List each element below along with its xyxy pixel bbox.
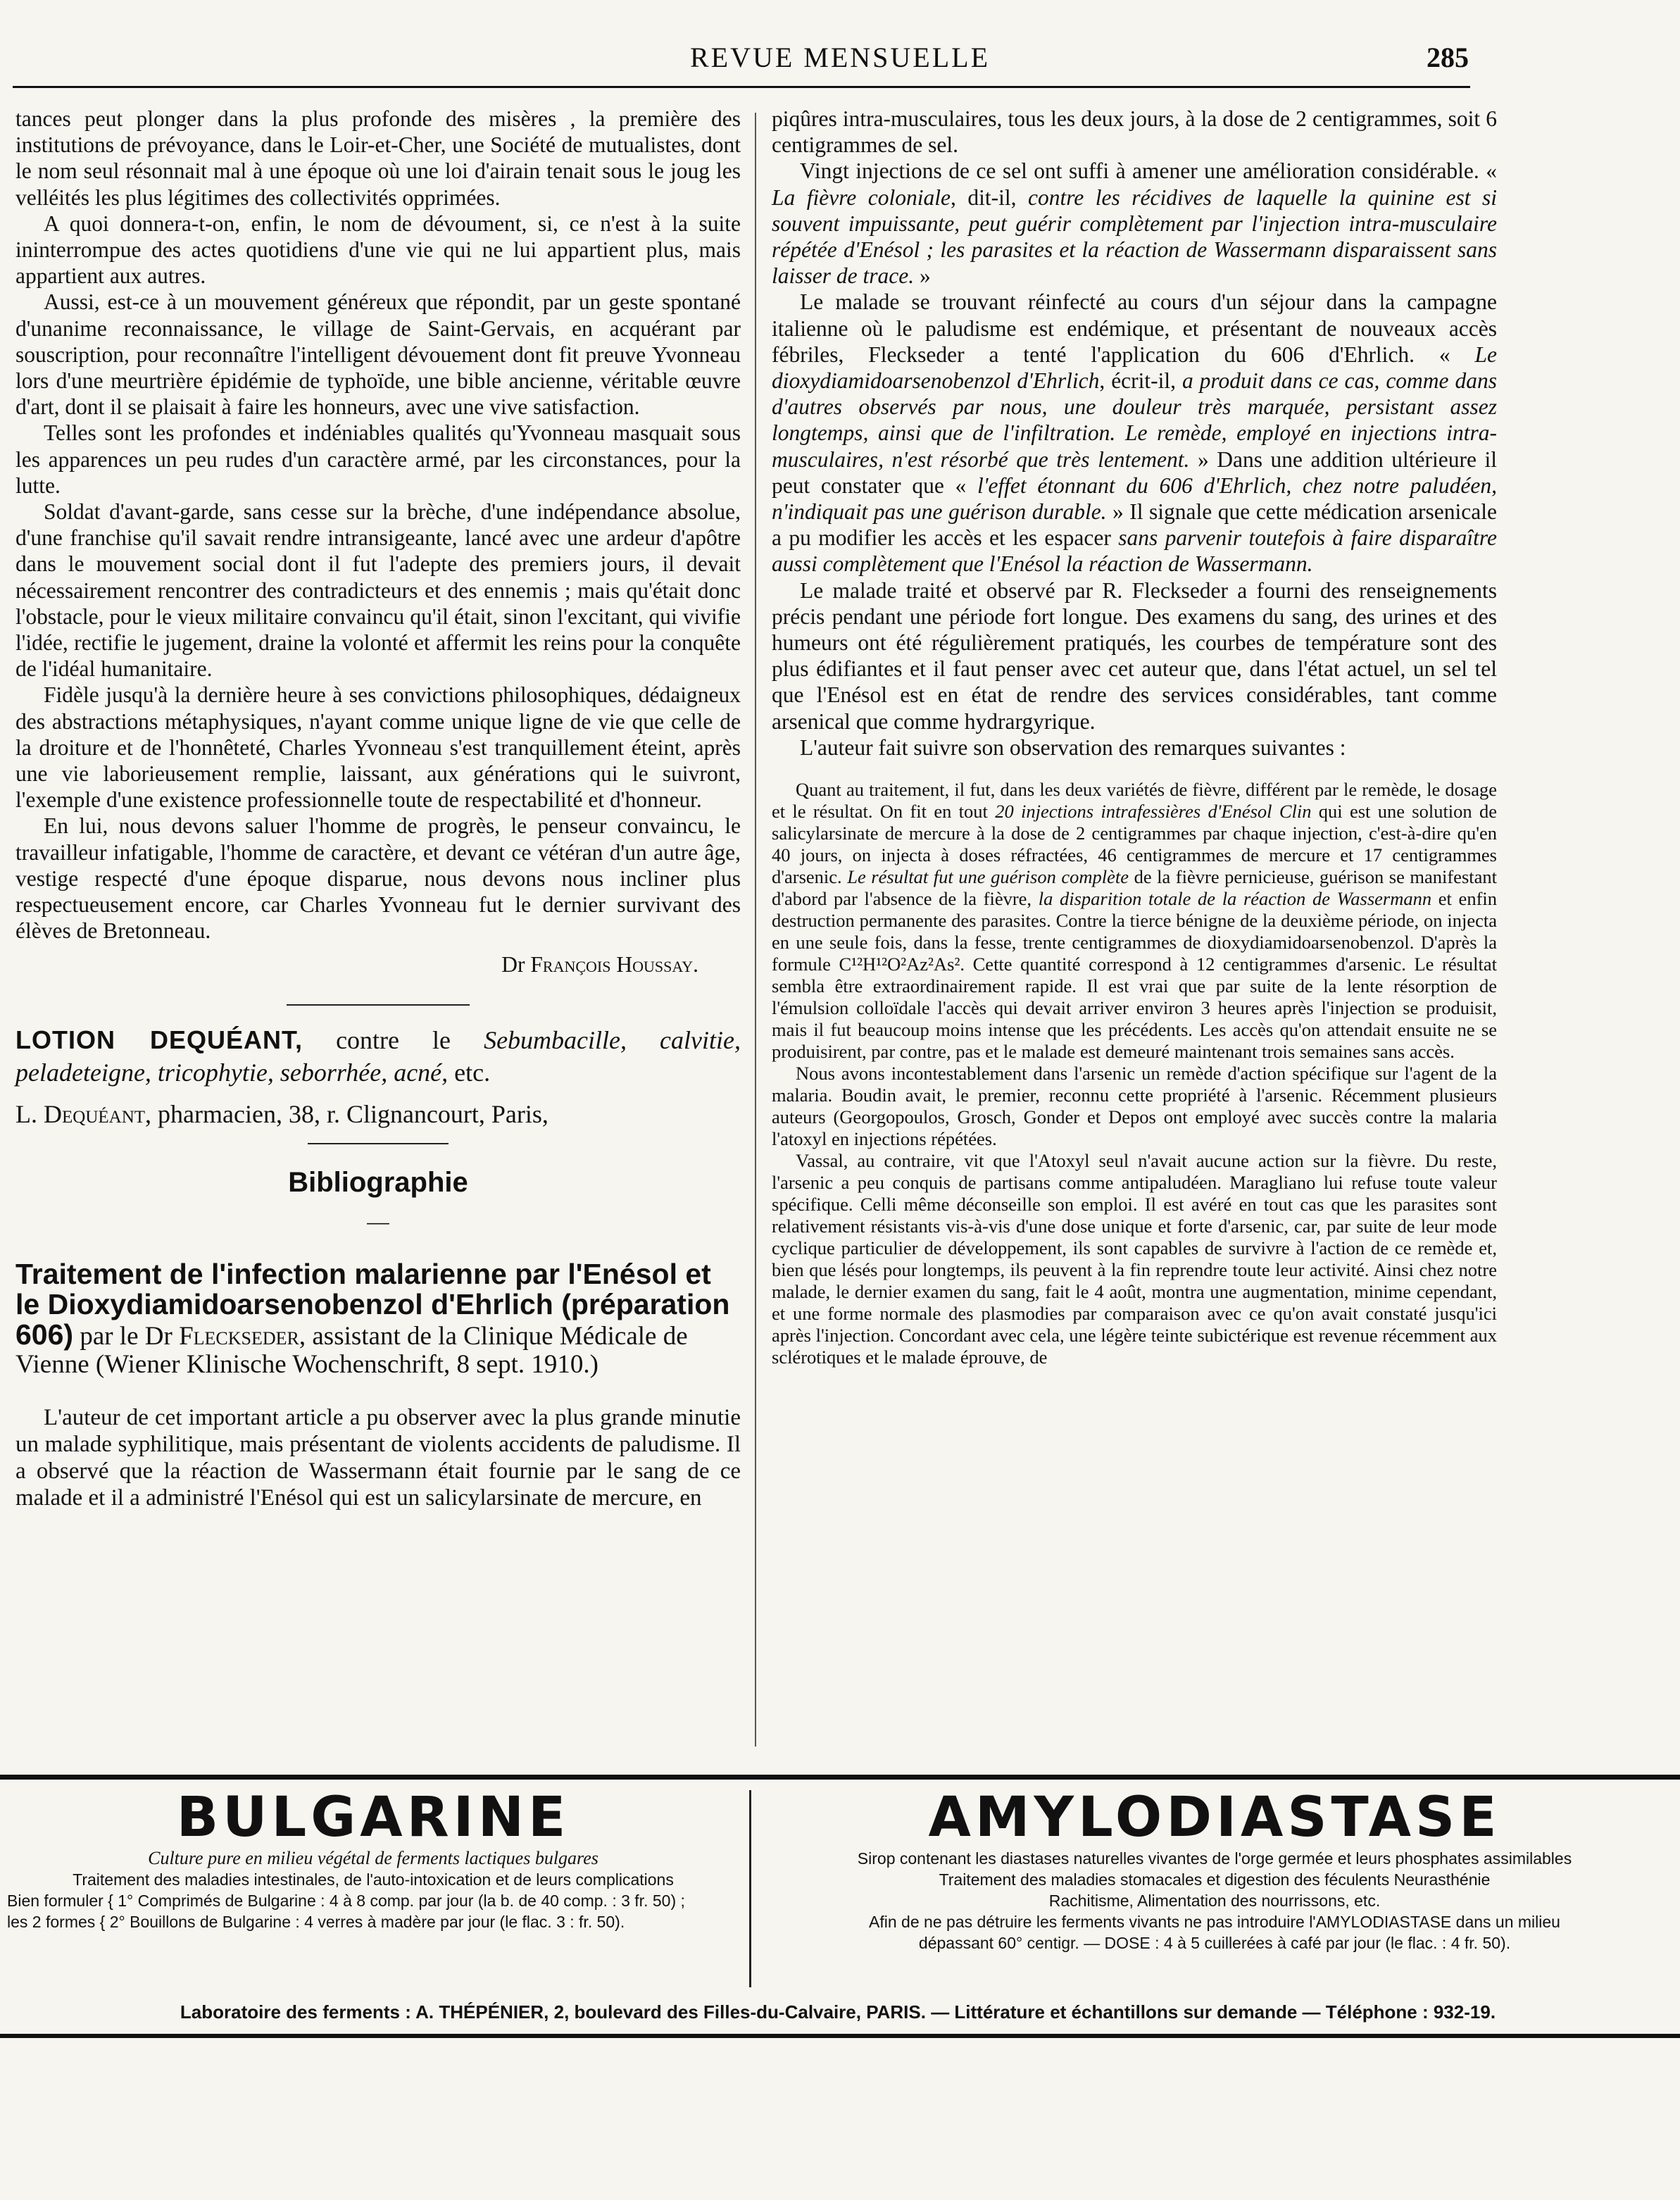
quote-run: l'effet étonnant du 606 d'Ehrlich, chez notre paludéen, n'indiquait pas une guérison durable. bbox=[772, 473, 1497, 525]
paragraph: Soldat d'avant-garde, sans cesse sur la brèche, d'une indépendance absolue, d'une franchise qu'il savait rendre intransigeante, lancé avec une ardeur d'apôtre dans le mouvement social dont il fut l'adepte des premiers jours, il devait nécessairement rencontrer des contradicteurs et des ennemis ; mais qu'était donc l'obstacle, pour le vieux militaire convaincu qu'il était, sinon l'excitant, qui vivifie l'idée, rectifie le jugement, draine la volonté et affermit les reins pour la conquête de l'idéal humanitaire. bbox=[15, 499, 741, 682]
amylodiastase-line: Sirop contenant les diastases naturelles vivantes de l'orge germée et leurs phosphates assimilables bbox=[857, 1849, 1572, 1868]
quote-run: sans parvenir toutefois à faire disparaître aussi complètement que l'Enésol la réaction de Wassermann. bbox=[772, 525, 1497, 577]
ad-rule-bottom bbox=[0, 2034, 1680, 2038]
paragraph bbox=[772, 779, 1497, 1063]
lotion-address bbox=[15, 1101, 741, 1127]
quote-run: Le résultat fut une guérison complète bbox=[847, 866, 1129, 888]
paragraph: Aussi, est-ce à un mouvement généreux que répondit, par un geste spontané d'unanime reconnaissance, le village de Saint-Gervais, en acquérant par souscription, pour reconnaître l'intelligent dévouement dont fit preuve Yvonneau lors d'une meurtrière épidémie de typhoïde, une bible ancienne, véritable œuvre d'art, dont il se plaisait à faire les honneurs, avec une vive satisfaction. bbox=[15, 289, 741, 420]
text-run: qui est une solution de salicylarsinate de mercure à la dose de 2 centigrammes par chaque injection, c'est-à-dire qu'en 40 jours, on injecta à doses réfractées, 46 centigrammes de mercure et 17 centigrammes d'arsenic. bbox=[772, 801, 1497, 888]
lotion-conditions: Sebumbacille, calvitie, peladeteigne, tricophytie, seborrhée, acné, bbox=[15, 1025, 741, 1087]
bibliography-entry-title: Traitement de l'infection malarienne par l'Enésol et le Dioxydiamidoarsenobenzol d'Ehrlich (préparation 606) bbox=[15, 1258, 730, 1351]
paragraph: Telles sont les profondes et indéniables qualités qu'Yvonneau masquait sous les apparences un peu rudes d'un caractère armé, par les circonstances, pour la lutte. bbox=[15, 420, 741, 498]
header-rule bbox=[13, 86, 1470, 88]
amylodiastase-line: dépassant 60° centigr. — DOSE : 4 à 5 cuillerées à café par jour (le flac. : 4 fr. 50). bbox=[918, 1934, 1511, 1952]
paragraph: A quoi donnera-t-on, enfin, le nom de dévoument, si, ce n'est à la suite ininterrompue des actes quotidiens d'une vie qui ne lui appartient plus, mais appartient aux autres. bbox=[15, 211, 741, 289]
amylodiastase-brand: AMYLODIASTASE bbox=[928, 1786, 1501, 1849]
bulgarine-brand: BULGARINE bbox=[176, 1786, 570, 1849]
lotion-address-prefix: L. bbox=[15, 1099, 44, 1128]
paragraph: Fidèle jusqu'à la dernière heure à ses convictions philosophiques, dédaigneux des abstractions métaphysiques, n'ayant comme unique ligne de vie que celle de la droiture et de l'honnêteté, Charles Yvonneau s'est tranquillement éteint, après une vie laborieusement remplie, laissant, aux générations qui le suivront, l'exemple d'une existence professionnelle toute de respectabilité et d'honneur. bbox=[15, 682, 741, 813]
column-divider bbox=[755, 113, 756, 1746]
quote-run: 20 injections intrafessières d'Enésol Clin bbox=[995, 801, 1312, 823]
bulgarine-ad bbox=[7, 1787, 739, 1932]
bulgarine-line: Traitement des maladies intestinales, de l'auto-intoxication et de leurs complications bbox=[73, 1870, 674, 1889]
lotion-tail: etc. bbox=[448, 1058, 491, 1087]
signature-prefix: Dr bbox=[501, 951, 531, 977]
section-rule bbox=[287, 1004, 470, 1006]
signature bbox=[15, 951, 741, 977]
lotion-text: contre le bbox=[303, 1025, 484, 1054]
page-number: 285 bbox=[1427, 42, 1469, 73]
bulgarine-line: Bien formuler { 1° Comprimés de Bulgarine : 4 à 8 comp. par jour (la b. de 40 comp. : 3 fr. 50) ; bbox=[7, 1892, 685, 1910]
quote-run: contre les récidives de laquelle la quinine est si souvent impuissante, peut guérir complètement par l'injection intra-musculaire répétée d'Enésol ; les parasites et la réaction de Wassermann disparaissent sans laisser de trace. bbox=[772, 185, 1498, 289]
text-run: Vingt injections de ce sel ont suffi à amener une amélioration considérable. « bbox=[800, 158, 1497, 184]
bibliography-heading: Bibliographie bbox=[288, 1166, 468, 1198]
text-run: , écrit-il, bbox=[1099, 368, 1182, 394]
lotion-ad bbox=[15, 1024, 741, 1089]
left-column bbox=[15, 106, 741, 1511]
paragraph bbox=[772, 289, 1497, 577]
running-title: REVUE MENSUELLE bbox=[689, 42, 991, 73]
paragraph bbox=[772, 158, 1497, 289]
paragraph: tances peut plonger dans la plus profonde des misères , la première des institutions de prévoyance, dans le Loir-et-Cher, une Société de mutualistes, dont le nom seul résonnait mal à une époque où une loi d'airain tenait sous le joug les velléités les plus légitimes des collectivités opprimées. bbox=[15, 106, 741, 210]
text-run: Le malade se trouvant réinfecté au cours d'un séjour dans la campagne italienne où le paludisme est endémique, et présentant de nouveaux accès fébriles, Fleckseder a tenté l'application du 606 d'Ehrlich. « bbox=[772, 289, 1497, 367]
amylodiastase-line: Traitement des maladies stomacales et digestion des féculents Neurasthénie bbox=[939, 1870, 1491, 1889]
text-run: et enfin destruction permanente des parasites. Contre la tierce bénigne de la deuxième période, on injecta en une seule fois, dans la fesse, trente centigrammes de dioxydiamidoarsenobenzol. D'après la formule C¹²H¹²O²Az²As². Cette quantité correspond à 12 centigrammes d'arsenic. Le résultat sembla être extraordinairement rapide. Il est vrai que par suite de la lente résorption de l'émulsion colloïdale l'accès qui devait arriver environ 3 heures après l'injection se produisit, mais il fut beaucoup moins intense que les précédents. Les accès qu'on attendait ensuite ne se produisirent, par contre, pas et le malade est demeuré maintenant trois semaines sans accès. bbox=[772, 888, 1498, 1063]
lotion-brand: LOTION DEQUÉANT, bbox=[15, 1025, 303, 1054]
section-rule bbox=[308, 1143, 449, 1144]
bulgarine-tagline: Culture pure en milieu végétal de ferments lactiques bulgares bbox=[148, 1848, 598, 1868]
bibliography-entry-author-lead: par le Dr bbox=[73, 1322, 180, 1351]
paragraph: Nous avons incontestablement dans l'arsenic un remède d'action spécifique sur l'agent de la malaria. Boudin avait, le premier, reconnu cette propriété à l'arsenic. Récemment plusieurs auteurs (Georgopoulos, Grosch, Gonder et Depos ont employé avec succès contre la malaria l'atoxyl en injections répétées. bbox=[772, 1063, 1497, 1150]
running-head bbox=[0, 41, 1680, 77]
quoted-remarks bbox=[772, 779, 1497, 1368]
paragraph: Vassal, au contraire, vit que l'Atoxyl seul n'avait aucune action sur la fièvre. Du reste, l'arsenic a peu conquis de partisans comme antipaludéen. Maragliano lui refuse toute valeur spécifique. Celli même déconseille son emploi. Il est avéré en tout cas que les parasites sont relativement résistants vis-à-vis d'une dose unique et forte d'arsenic, car, par suite de leur mode cyclique particulier de développement, ils sont capables de survivre à l'action de ce remède et, bien que lésés pour longtemps, ils peuvent à la fin reprendre toute leur activité. Ainsi chez notre malade, le dernier examen du sang, fait le 4 août, montra une augmentation, minime cependant, et une forme normale des plasmodies par comparaison avec ce qu'on avait constaté jusqu'ici après l'injection. Concordant avec cela, une légère teinte subictérique est revenue récemment aux sclérotiques et le malade éprouve, de bbox=[772, 1150, 1497, 1368]
quote-run: Le dioxydiamidoarsenobenzol d'Ehrlich bbox=[772, 342, 1497, 394]
text-run: » bbox=[914, 263, 931, 289]
quote-run: a produit dans ce cas, comme dans d'autres observés par nous, une douleur très marquée, persistant assez longtemps, ainsi que de l'infiltration. Le remède, employé en injections intra-musculaires, n'est résorbé que très lentement. bbox=[772, 368, 1497, 472]
text-run: , dit-il, bbox=[951, 185, 1028, 210]
paragraph: piqûres intra-musculaires, tous les deux jours, à la dose de 2 centigrammes, soit 6 centigrammes de sel. bbox=[772, 106, 1497, 158]
amylodiastase-ad bbox=[760, 1787, 1669, 1954]
lotion-address-name: Dequéant bbox=[44, 1099, 146, 1128]
text-run: » Il signale que cette médication arsenicale a pu modifier les accès et les espacer bbox=[772, 499, 1497, 551]
amylodiastase-line: Rachitisme, Alimentation des nourrissons, etc. bbox=[1048, 1892, 1381, 1910]
text-run: Quant au traitement, il fut, dans les deux variétés de fièvre, différent par le remède, le dosage et le résultat. On fit en tout bbox=[772, 779, 1497, 823]
text-run: » Dans une addition ultérieure il peut constater que « bbox=[772, 446, 1498, 498]
ad-rule-top bbox=[0, 1775, 1680, 1780]
bulgarine-line: les 2 formes { 2° Bouillons de Bulgarine : 4 verres à madère par jour (le flac. 3 : fr. 50). bbox=[7, 1913, 625, 1931]
quote-run: la disparition totale de la réaction de Wassermann bbox=[1038, 888, 1432, 910]
bibliography-body: L'auteur de cet important article a pu observer avec la plus grande minutie un malade syphilitique, mais présentant de violents accidents de paludisme. Il a observé que la réaction de Wassermann était fournie par le sang de ce malade et il a administré l'Enésol qui est un salicylarsinate de mercure, en bbox=[15, 1405, 741, 1511]
lotion-address-rest: , pharmacien, 38, r. Clignancourt, Paris, bbox=[145, 1099, 548, 1128]
ad-footer: Laboratoire des ferments : A. THÉPÉNIER, 2, boulevard des Filles-du-Calvaire, PARIS. — Littérature et échantillons sur demande — Téléphone : 932-19. bbox=[180, 2001, 1496, 2023]
bibliography-entry-rest: , assistant de la Clinique Médicale de Vienne (Wiener Klinische Wochenschrift, 8 sept. 1910.) bbox=[15, 1322, 688, 1380]
signature-name: François Houssay. bbox=[530, 951, 698, 977]
bibliography-entry-author: Fleckseder bbox=[179, 1322, 299, 1351]
text-run: de la fièvre pernicieuse, guérison se manifestant d'abord par l'absence de la fièvre, bbox=[772, 866, 1497, 910]
quote-run: La fièvre coloniale bbox=[772, 185, 951, 210]
ad-divider bbox=[749, 1790, 751, 1987]
paragraph: Le malade traité et observé par R. Fleckseder a fourni des renseignements précis pendant une période fort longue. Des examens du sang, des urines et des humeurs ont été régulièrement pratiqués, les courbes de température sont des plus édifiantes et il faut penser avec cet auteur que, dans l'état actuel, un sel tel que l'Enésol est en état de rendre des services considérables, tant comme arsenical que comme hydrargyrique. bbox=[772, 577, 1497, 734]
paragraph: L'auteur fait suivre son observation des remarques suivantes : bbox=[800, 735, 1346, 760]
bibliography-entry bbox=[15, 1260, 741, 1379]
right-column bbox=[772, 106, 1497, 1368]
paragraph: En lui, nous devons saluer l'homme de progrès, le penseur convaincu, le travailleur infatigable, l'homme de caractère, et devant ce vétéran d'un autre âge, vestige respecté d'une époque disparue, nous devons nous incliner plus respectueusement encore, car Charles Yvonneau fut le dernier survivant des élèves de Bretonneau. bbox=[15, 813, 741, 944]
advertisement-band bbox=[0, 1775, 1680, 2049]
amylodiastase-line: Afin de ne pas détruire les ferments vivants ne pas introduire l'AMYLODIASTASE dans un milieu bbox=[869, 1913, 1560, 1931]
bibliography-dash: — bbox=[367, 1209, 389, 1235]
